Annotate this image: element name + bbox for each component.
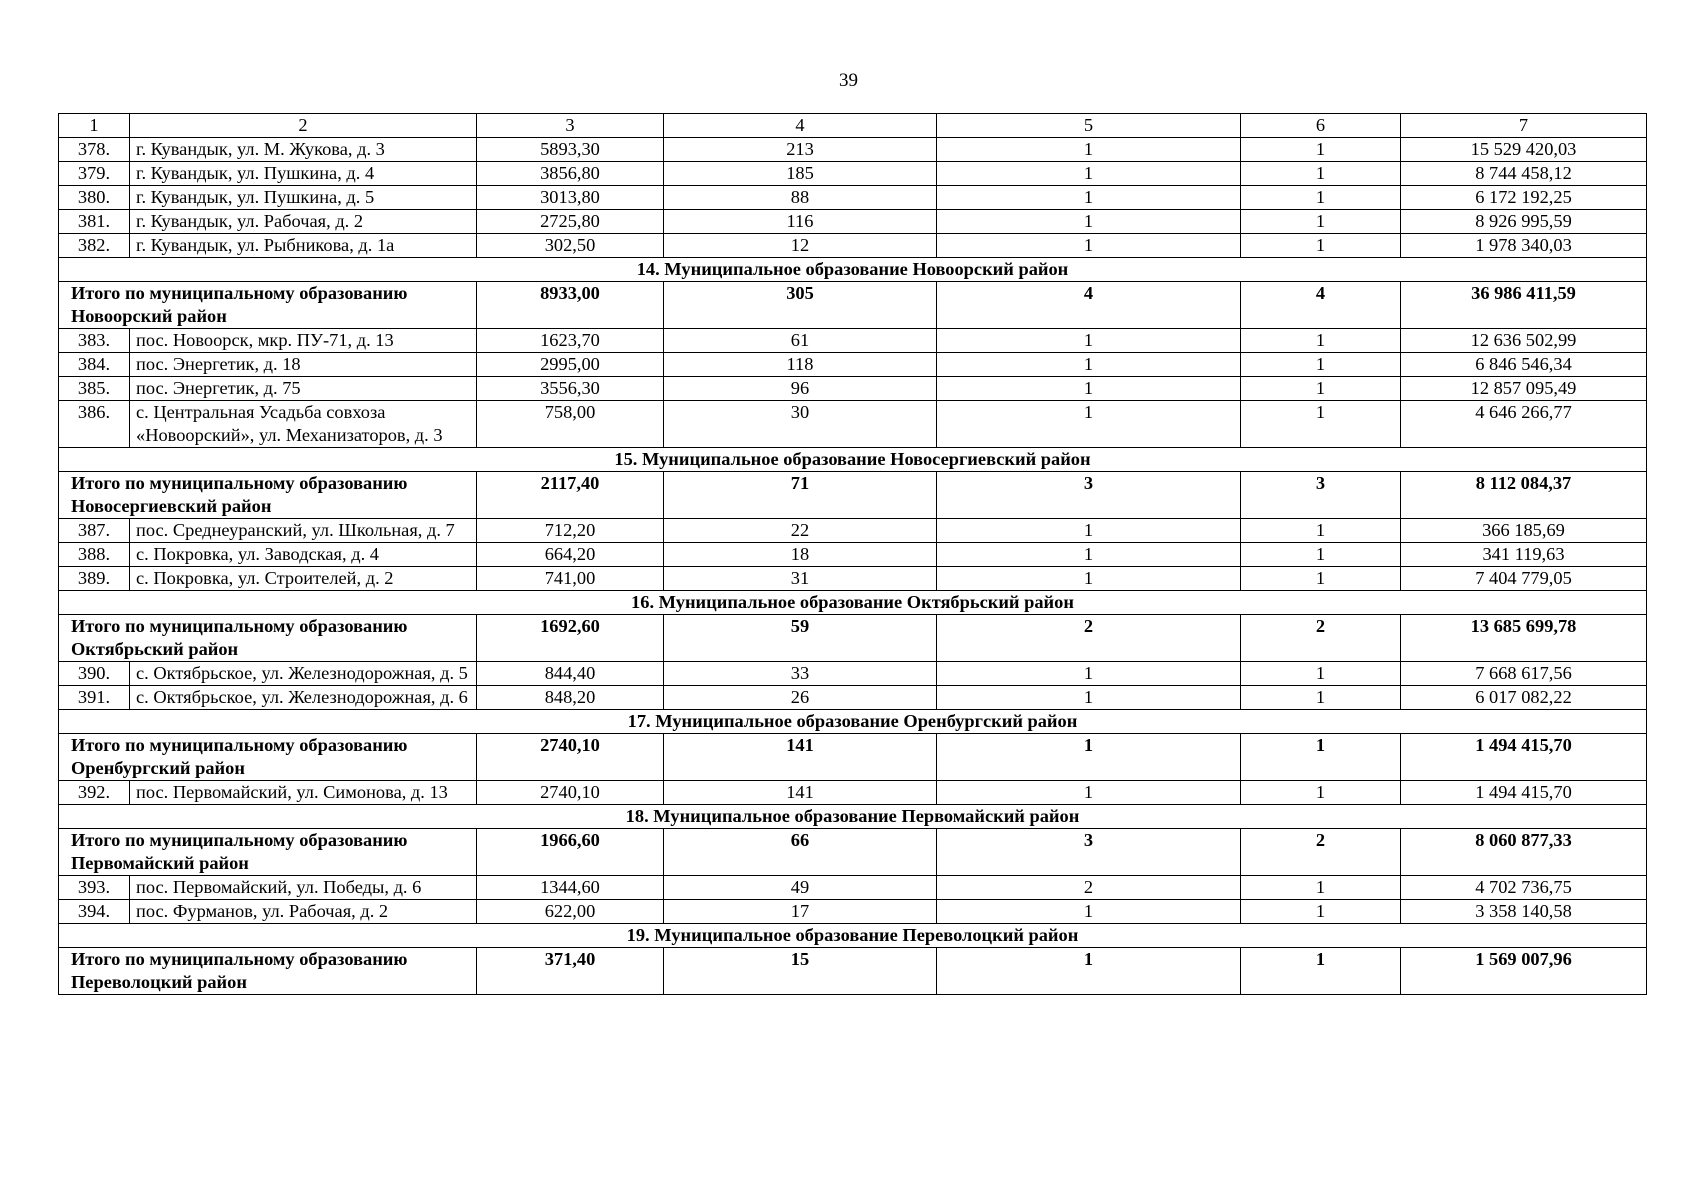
area-cell: 3856,80 (477, 162, 664, 186)
table-body (59, 114, 1647, 995)
area-cell: 622,00 (477, 900, 664, 924)
address-cell: с. Центральная Усадьба совхоза «Новоорский», ул. Механизаторов, д. 3 (130, 401, 477, 448)
col5-cell: 1 (937, 781, 1241, 805)
section-title: 16. Муниципальное образование Октябрьский район (59, 591, 1647, 615)
total-amount-cell: 13 685 699,78 (1401, 615, 1647, 662)
total-col5-cell: 1 (937, 948, 1241, 995)
table-row (59, 662, 1647, 686)
area-cell: 844,40 (477, 662, 664, 686)
col5-cell: 1 (937, 543, 1241, 567)
col4-cell: 49 (664, 876, 937, 900)
amount-cell: 366 185,69 (1401, 519, 1647, 543)
total-row (59, 615, 1647, 662)
table-row (59, 900, 1647, 924)
row-number: 392. (59, 781, 130, 805)
col6-cell: 1 (1241, 138, 1401, 162)
total-label: Итого по муниципальному образованию Оренбургский район (59, 734, 477, 781)
total-col4-cell: 66 (664, 829, 937, 876)
section-title: 19. Муниципальное образование Переволоцкий район (59, 924, 1647, 948)
address-cell: пос. Энергетик, д. 18 (130, 353, 477, 377)
total-label: Итого по муниципальному образованию Новоорский район (59, 282, 477, 329)
row-number: 387. (59, 519, 130, 543)
row-number: 393. (59, 876, 130, 900)
section-row (59, 258, 1647, 282)
amount-cell: 341 119,63 (1401, 543, 1647, 567)
col4-cell: 22 (664, 519, 937, 543)
row-number: 379. (59, 162, 130, 186)
area-cell: 5893,30 (477, 138, 664, 162)
col4-cell: 96 (664, 377, 937, 401)
total-col4-cell: 15 (664, 948, 937, 995)
table-row (59, 876, 1647, 900)
address-cell: пос. Энергетик, д. 75 (130, 377, 477, 401)
total-col5-cell: 4 (937, 282, 1241, 329)
area-cell: 1344,60 (477, 876, 664, 900)
col5-cell: 1 (937, 567, 1241, 591)
section-row (59, 805, 1647, 829)
amount-cell: 8 926 995,59 (1401, 210, 1647, 234)
amount-cell: 12 636 502,99 (1401, 329, 1647, 353)
total-col6-cell: 2 (1241, 829, 1401, 876)
total-area-cell: 1692,60 (477, 615, 664, 662)
col4-cell: 88 (664, 186, 937, 210)
total-amount-cell: 36 986 411,59 (1401, 282, 1647, 329)
row-number: 386. (59, 401, 130, 448)
column-header: 1 (59, 114, 130, 138)
address-cell: г. Кувандык, ул. Пушкина, д. 4 (130, 162, 477, 186)
table-row (59, 781, 1647, 805)
area-cell: 2725,80 (477, 210, 664, 234)
col4-cell: 185 (664, 162, 937, 186)
table-row (59, 162, 1647, 186)
area-cell: 1623,70 (477, 329, 664, 353)
column-header: 6 (1241, 114, 1401, 138)
total-col4-cell: 59 (664, 615, 937, 662)
table-row (59, 686, 1647, 710)
amount-cell: 8 744 458,12 (1401, 162, 1647, 186)
amount-cell: 6 172 192,25 (1401, 186, 1647, 210)
area-cell: 3013,80 (477, 186, 664, 210)
area-cell: 302,50 (477, 234, 664, 258)
total-row (59, 282, 1647, 329)
total-col6-cell: 1 (1241, 734, 1401, 781)
total-col4-cell: 141 (664, 734, 937, 781)
total-amount-cell: 1 494 415,70 (1401, 734, 1647, 781)
total-row (59, 829, 1647, 876)
col5-cell: 1 (937, 353, 1241, 377)
col6-cell: 1 (1241, 567, 1401, 591)
row-number: 389. (59, 567, 130, 591)
table-row (59, 567, 1647, 591)
total-label: Итого по муниципальному образованию Октябрьский район (59, 615, 477, 662)
col5-cell: 1 (937, 210, 1241, 234)
area-cell: 664,20 (477, 543, 664, 567)
address-cell: с. Покровка, ул. Строителей, д. 2 (130, 567, 477, 591)
col5-cell: 1 (937, 377, 1241, 401)
row-number: 380. (59, 186, 130, 210)
col4-cell: 31 (664, 567, 937, 591)
table-row (59, 329, 1647, 353)
address-cell: г. Кувандык, ул. М. Жукова, д. 3 (130, 138, 477, 162)
col5-cell: 1 (937, 401, 1241, 448)
address-cell: г. Кувандык, ул. Пушкина, д. 5 (130, 186, 477, 210)
row-number: 394. (59, 900, 130, 924)
col6-cell: 1 (1241, 162, 1401, 186)
page-number: 39 (839, 70, 858, 91)
section-title: 18. Муниципальное образование Первомайский район (59, 805, 1647, 829)
amount-cell: 12 857 095,49 (1401, 377, 1647, 401)
col4-cell: 116 (664, 210, 937, 234)
col5-cell: 1 (937, 686, 1241, 710)
table-row (59, 210, 1647, 234)
total-row (59, 472, 1647, 519)
col4-cell: 33 (664, 662, 937, 686)
amount-cell: 1 978 340,03 (1401, 234, 1647, 258)
col6-cell: 1 (1241, 210, 1401, 234)
col6-cell: 1 (1241, 329, 1401, 353)
total-col4-cell: 71 (664, 472, 937, 519)
total-label: Итого по муниципальному образованию Переволоцкий район (59, 948, 477, 995)
address-cell: пос. Первомайский, ул. Симонова, д. 13 (130, 781, 477, 805)
address-cell: пос. Фурманов, ул. Рабочая, д. 2 (130, 900, 477, 924)
area-cell: 3556,30 (477, 377, 664, 401)
address-cell: г. Кувандык, ул. Рыбникова, д. 1а (130, 234, 477, 258)
section-row (59, 710, 1647, 734)
column-header: 4 (664, 114, 937, 138)
section-title: 15. Муниципальное образование Новосергиевский район (59, 448, 1647, 472)
amount-cell: 7 668 617,56 (1401, 662, 1647, 686)
amount-cell: 6 017 082,22 (1401, 686, 1647, 710)
col5-cell: 1 (937, 662, 1241, 686)
amount-cell: 15 529 420,03 (1401, 138, 1647, 162)
col6-cell: 1 (1241, 686, 1401, 710)
col5-cell: 1 (937, 900, 1241, 924)
total-col5-cell: 2 (937, 615, 1241, 662)
col6-cell: 1 (1241, 519, 1401, 543)
total-col6-cell: 3 (1241, 472, 1401, 519)
total-label: Итого по муниципальному образованию Первомайский район (59, 829, 477, 876)
col6-cell: 1 (1241, 234, 1401, 258)
col6-cell: 1 (1241, 876, 1401, 900)
row-number: 384. (59, 353, 130, 377)
amount-cell: 1 494 415,70 (1401, 781, 1647, 805)
col5-cell: 1 (937, 519, 1241, 543)
col6-cell: 1 (1241, 401, 1401, 448)
address-cell: пос. Среднеуранский, ул. Школьная, д. 7 (130, 519, 477, 543)
total-area-cell: 1966,60 (477, 829, 664, 876)
row-number: 383. (59, 329, 130, 353)
register-table (58, 113, 1647, 995)
amount-cell: 3 358 140,58 (1401, 900, 1647, 924)
address-cell: с. Октябрьское, ул. Железнодорожная, д. 6 (130, 686, 477, 710)
table-row (59, 543, 1647, 567)
table-row (59, 138, 1647, 162)
col5-cell: 1 (937, 329, 1241, 353)
col5-cell: 2 (937, 876, 1241, 900)
section-row (59, 591, 1647, 615)
row-number: 378. (59, 138, 130, 162)
table-row (59, 401, 1647, 448)
total-col4-cell: 305 (664, 282, 937, 329)
total-area-cell: 2740,10 (477, 734, 664, 781)
total-label: Итого по муниципальному образованию Новосергиевский район (59, 472, 477, 519)
total-area-cell: 371,40 (477, 948, 664, 995)
total-col6-cell: 1 (1241, 948, 1401, 995)
table-row (59, 377, 1647, 401)
col5-cell: 1 (937, 234, 1241, 258)
address-cell: г. Кувандык, ул. Рабочая, д. 2 (130, 210, 477, 234)
amount-cell: 4 646 266,77 (1401, 401, 1647, 448)
column-header: 7 (1401, 114, 1647, 138)
row-number: 382. (59, 234, 130, 258)
col4-cell: 30 (664, 401, 937, 448)
total-col5-cell: 3 (937, 829, 1241, 876)
row-number: 388. (59, 543, 130, 567)
row-number: 381. (59, 210, 130, 234)
total-row (59, 734, 1647, 781)
row-number: 385. (59, 377, 130, 401)
col6-cell: 1 (1241, 900, 1401, 924)
column-header: 5 (937, 114, 1241, 138)
area-cell: 758,00 (477, 401, 664, 448)
area-cell: 712,20 (477, 519, 664, 543)
col4-cell: 17 (664, 900, 937, 924)
area-cell: 2995,00 (477, 353, 664, 377)
table-row (59, 234, 1647, 258)
row-number: 391. (59, 686, 130, 710)
col4-cell: 18 (664, 543, 937, 567)
total-col6-cell: 4 (1241, 282, 1401, 329)
address-cell: пос. Первомайский, ул. Победы, д. 6 (130, 876, 477, 900)
amount-cell: 4 702 736,75 (1401, 876, 1647, 900)
row-number: 390. (59, 662, 130, 686)
col4-cell: 141 (664, 781, 937, 805)
col4-cell: 26 (664, 686, 937, 710)
col6-cell: 1 (1241, 353, 1401, 377)
amount-cell: 7 404 779,05 (1401, 567, 1647, 591)
amount-cell: 6 846 546,34 (1401, 353, 1647, 377)
column-header: 3 (477, 114, 664, 138)
table-row (59, 519, 1647, 543)
section-title: 14. Муниципальное образование Новоорский район (59, 258, 1647, 282)
col6-cell: 1 (1241, 662, 1401, 686)
address-cell: с. Покровка, ул. Заводская, д. 4 (130, 543, 477, 567)
area-cell: 2740,10 (477, 781, 664, 805)
column-header: 2 (130, 114, 477, 138)
address-cell: пос. Новоорск, мкр. ПУ-71, д. 13 (130, 329, 477, 353)
section-row (59, 448, 1647, 472)
total-area-cell: 8933,00 (477, 282, 664, 329)
col6-cell: 1 (1241, 781, 1401, 805)
total-amount-cell: 8 060 877,33 (1401, 829, 1647, 876)
total-col5-cell: 3 (937, 472, 1241, 519)
total-area-cell: 2117,40 (477, 472, 664, 519)
col6-cell: 1 (1241, 186, 1401, 210)
total-col6-cell: 2 (1241, 615, 1401, 662)
col4-cell: 12 (664, 234, 937, 258)
section-title: 17. Муниципальное образование Оренбургский район (59, 710, 1647, 734)
total-row (59, 948, 1647, 995)
table-row (59, 186, 1647, 210)
col4-cell: 61 (664, 329, 937, 353)
col5-cell: 1 (937, 138, 1241, 162)
address-cell: с. Октябрьское, ул. Железнодорожная, д. 5 (130, 662, 477, 686)
col5-cell: 1 (937, 186, 1241, 210)
total-col5-cell: 1 (937, 734, 1241, 781)
header-row (59, 114, 1647, 138)
col6-cell: 1 (1241, 543, 1401, 567)
col4-cell: 213 (664, 138, 937, 162)
total-amount-cell: 1 569 007,96 (1401, 948, 1647, 995)
table-row (59, 353, 1647, 377)
col6-cell: 1 (1241, 377, 1401, 401)
col5-cell: 1 (937, 162, 1241, 186)
area-cell: 848,20 (477, 686, 664, 710)
section-row (59, 924, 1647, 948)
col4-cell: 118 (664, 353, 937, 377)
total-amount-cell: 8 112 084,37 (1401, 472, 1647, 519)
area-cell: 741,00 (477, 567, 664, 591)
